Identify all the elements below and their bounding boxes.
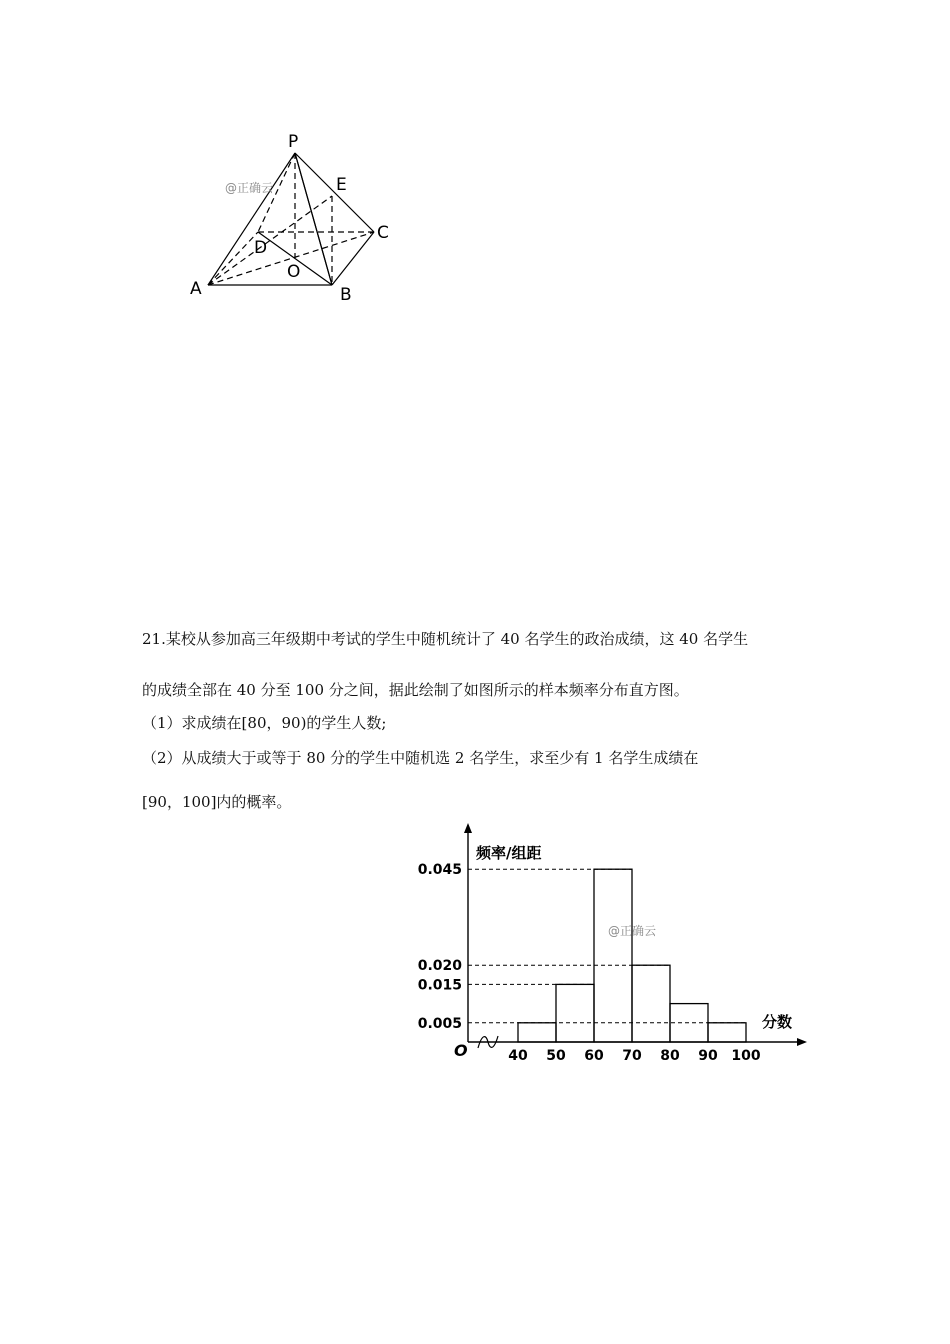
problem-line-4: （2）从成绩大于或等于 80 分的学生中随机选 2 名学生，求至少有 1 名学生成绩在 <box>142 749 699 767</box>
x-axis-arrow <box>797 1038 807 1046</box>
x-tick-label-70: 70 <box>622 1048 642 1064</box>
histogram-bar-50-60 <box>556 984 594 1042</box>
histogram-bar-60-70 <box>594 869 632 1042</box>
y-tick-label-0.045: 0.045 <box>417 862 462 879</box>
edge-bc <box>332 232 374 285</box>
histogram-chart <box>410 820 820 1070</box>
label-b: B <box>340 285 352 305</box>
x-tick-label-50: 50 <box>546 1048 566 1064</box>
x-tick-label-80: 80 <box>660 1048 680 1064</box>
histogram-bar-90-100 <box>708 1023 746 1042</box>
watermark-text: @正确云 <box>608 924 657 938</box>
y-tick-label-0.015: 0.015 <box>417 977 462 994</box>
edge-pc <box>295 153 374 232</box>
x-tick-label-90: 90 <box>698 1048 718 1064</box>
label-e: E <box>336 175 347 195</box>
y-tick-label-0.005: 0.005 <box>417 1015 462 1032</box>
edge-ad <box>208 232 258 285</box>
edge-pa <box>208 153 295 285</box>
problem-line-3: （1）求成绩在[80，90)的学生人数; <box>142 714 387 732</box>
x-tick-label-40: 40 <box>508 1048 528 1064</box>
label-a: A <box>190 279 202 299</box>
y-axis-arrow <box>464 823 472 833</box>
histogram-bar-70-80 <box>632 965 670 1042</box>
label-d: D <box>254 238 268 258</box>
label-p: P <box>288 132 299 152</box>
pyramid-figure <box>180 120 410 310</box>
origin-label: O <box>454 1041 468 1060</box>
x-tick-label-100: 100 <box>731 1048 761 1064</box>
label-c: C <box>377 223 389 243</box>
problem-line-2: 的成绩全部在 40 分至 100 分之间，据此绘制了如图所示的样本频率分布直方图。 <box>142 681 689 699</box>
x-tick-label-60: 60 <box>584 1048 604 1064</box>
histogram-bar-40-50 <box>518 1023 556 1042</box>
problem-line-1: 21.某校从参加高三年级期中考试的学生中随机统计了 40 名学生的政治成绩，这 40 名学生 <box>142 630 749 648</box>
x-axis-label: 分数 <box>762 1013 793 1031</box>
label-o: O <box>287 262 301 282</box>
y-tick-label-0.020: 0.020 <box>417 958 462 975</box>
y-axis-label: 频率/组距 <box>476 844 542 862</box>
watermark-text: @正确云 <box>225 181 274 195</box>
problem-line-5: [90，100]内的概率。 <box>142 793 292 811</box>
